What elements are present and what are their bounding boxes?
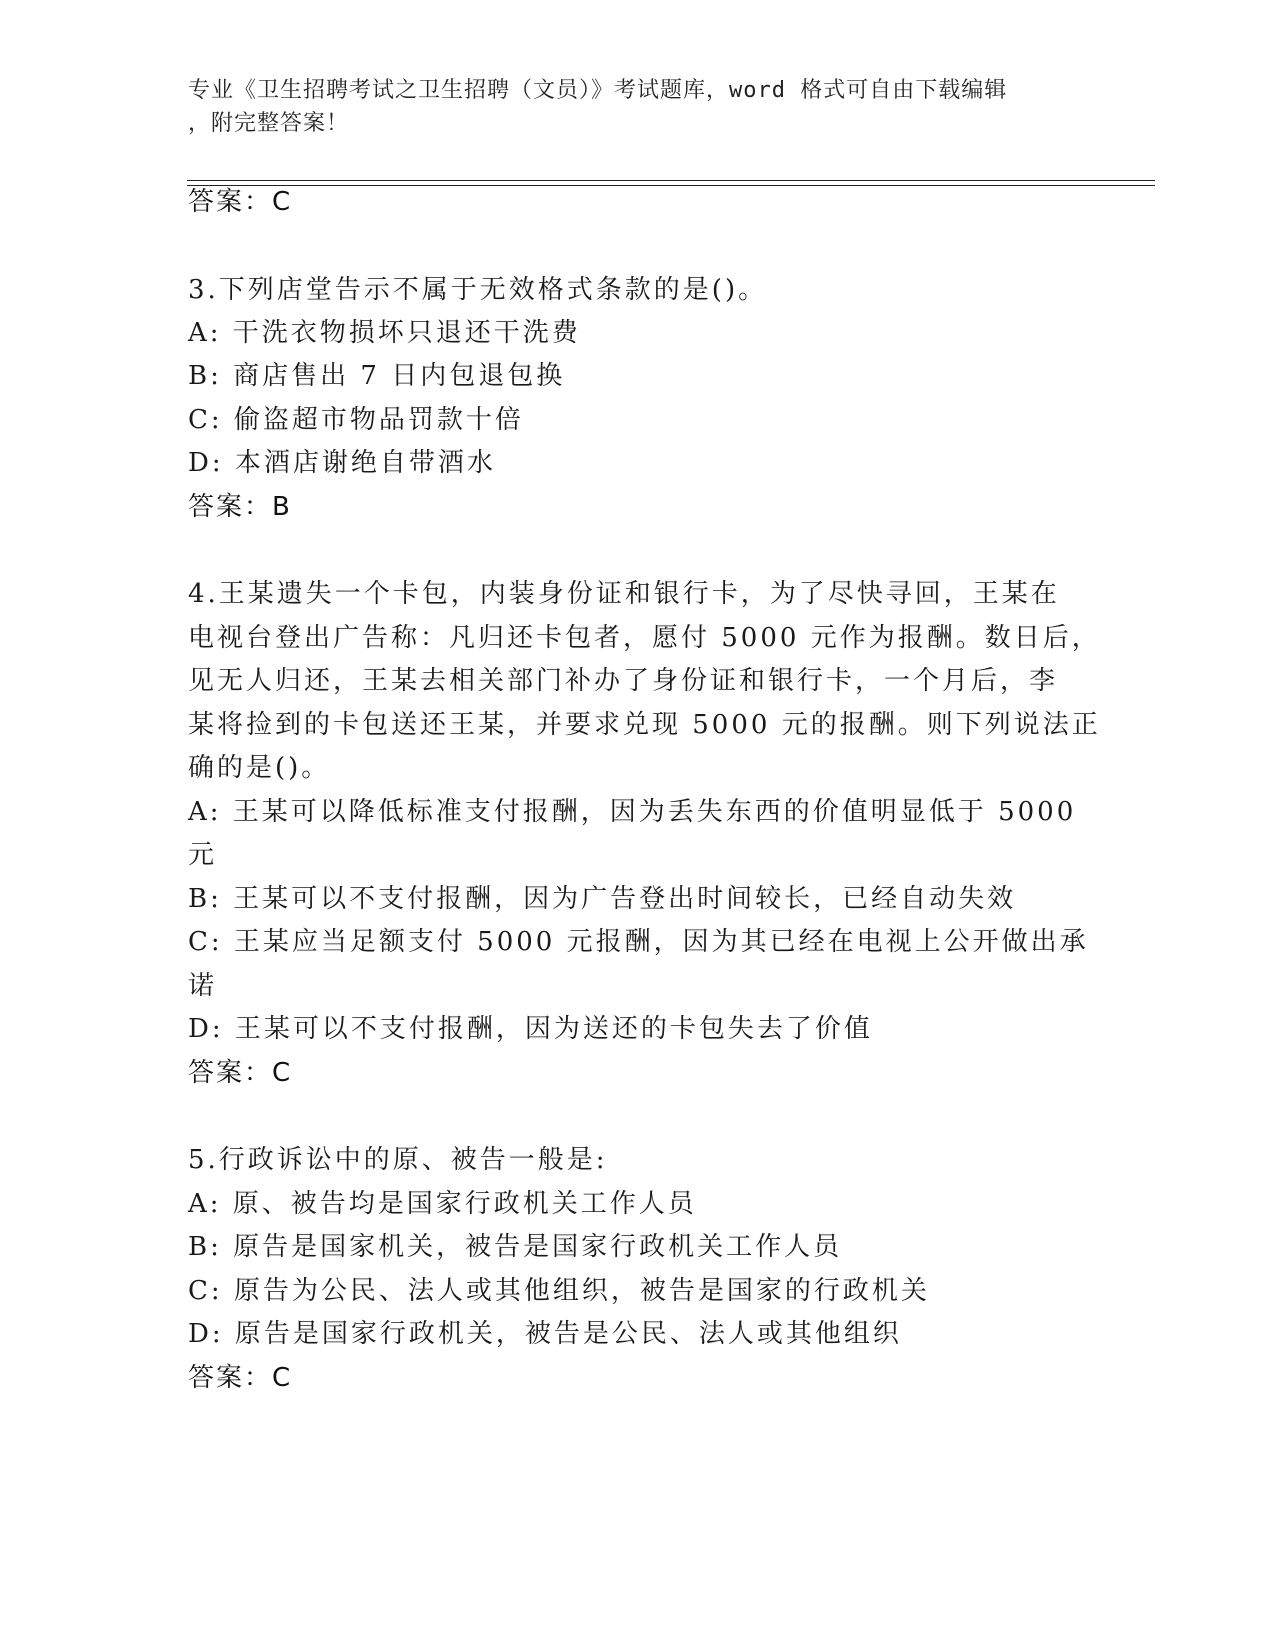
answer-q3: 答案：B <box>188 492 292 522</box>
question-4-stem-line-4: 某将捡到的卡包送还王某，并要求兑现 5000 元的报酬。则下列说法正 <box>188 710 1101 740</box>
question-4-option-c-line-1: C: 王某应当足额支付 5000 元报酬，因为其已经在电视上公开做出承 <box>188 927 1089 957</box>
question-4-stem-line-3: 见无人归还，王某去相关部门补办了身份证和银行卡，一个月后，李 <box>188 666 1059 696</box>
header-rule-top <box>187 180 1155 181</box>
question-3-option-b: B: 商店售出 7 日内包退包换 <box>188 361 566 391</box>
header-line-2: ，附完整答案！ <box>188 111 350 136</box>
question-3-option-a: A: 干洗衣物损坏只退还干洗费 <box>188 318 581 348</box>
question-5-option-b: B: 原告是国家机关，被告是国家行政机关工作人员 <box>188 1232 843 1262</box>
question-4-option-b: B: 王某可以不支付报酬，因为广告登出时间较长，已经自动失效 <box>188 884 1017 914</box>
header-rule-bottom <box>187 185 1155 186</box>
question-5-stem: 5.行政诉讼中的原、被告一般是: <box>188 1145 608 1175</box>
answer-q5: 答案：C <box>188 1363 293 1393</box>
question-5-option-c: C: 原告为公民、法人或其他组织，被告是国家的行政机关 <box>188 1276 930 1306</box>
question-4-option-a-line-2: 元 <box>188 840 218 870</box>
header-note <box>188 74 1088 140</box>
question-5-option-d: D: 原告是国家行政机关，被告是公民、法人或其他组织 <box>188 1319 902 1349</box>
question-4-stem-line-5: 确的是()。 <box>188 753 331 783</box>
answer-q2: 答案：C <box>188 187 293 217</box>
question-3-option-c: C: 偷盗超市物品罚款十倍 <box>188 405 524 435</box>
answer-q4: 答案：C <box>188 1058 293 1088</box>
question-4-option-d: D: 王某可以不支付报酬，因为送还的卡包失去了价值 <box>188 1014 873 1044</box>
question-3-option-d: D: 本酒店谢绝自带酒水 <box>188 448 496 478</box>
header-line-1: 专业《卫生招聘考试之卫生招聘（文员）》考试题库，word 格式可自由下载编辑 <box>188 78 1008 103</box>
question-5-option-a: A: 原、被告均是国家行政机关工作人员 <box>188 1189 697 1219</box>
question-4-stem-line-2: 电视台登出广告称：凡归还卡包者，愿付 5000 元作为报酬。数日后， <box>188 623 1101 653</box>
question-3-stem: 3.下列店堂告示不属于无效格式条款的是()。 <box>188 275 768 305</box>
question-4-stem-line-1: 4.王某遗失一个卡包，内装身份证和银行卡，为了尽快寻回，王某在 <box>188 579 1060 609</box>
question-4-option-a-line-1: A: 王某可以降低标准支付报酬，因为丢失东西的价值明显低于 5000 <box>188 797 1077 827</box>
question-4-option-c-line-2: 诺 <box>188 971 218 1001</box>
